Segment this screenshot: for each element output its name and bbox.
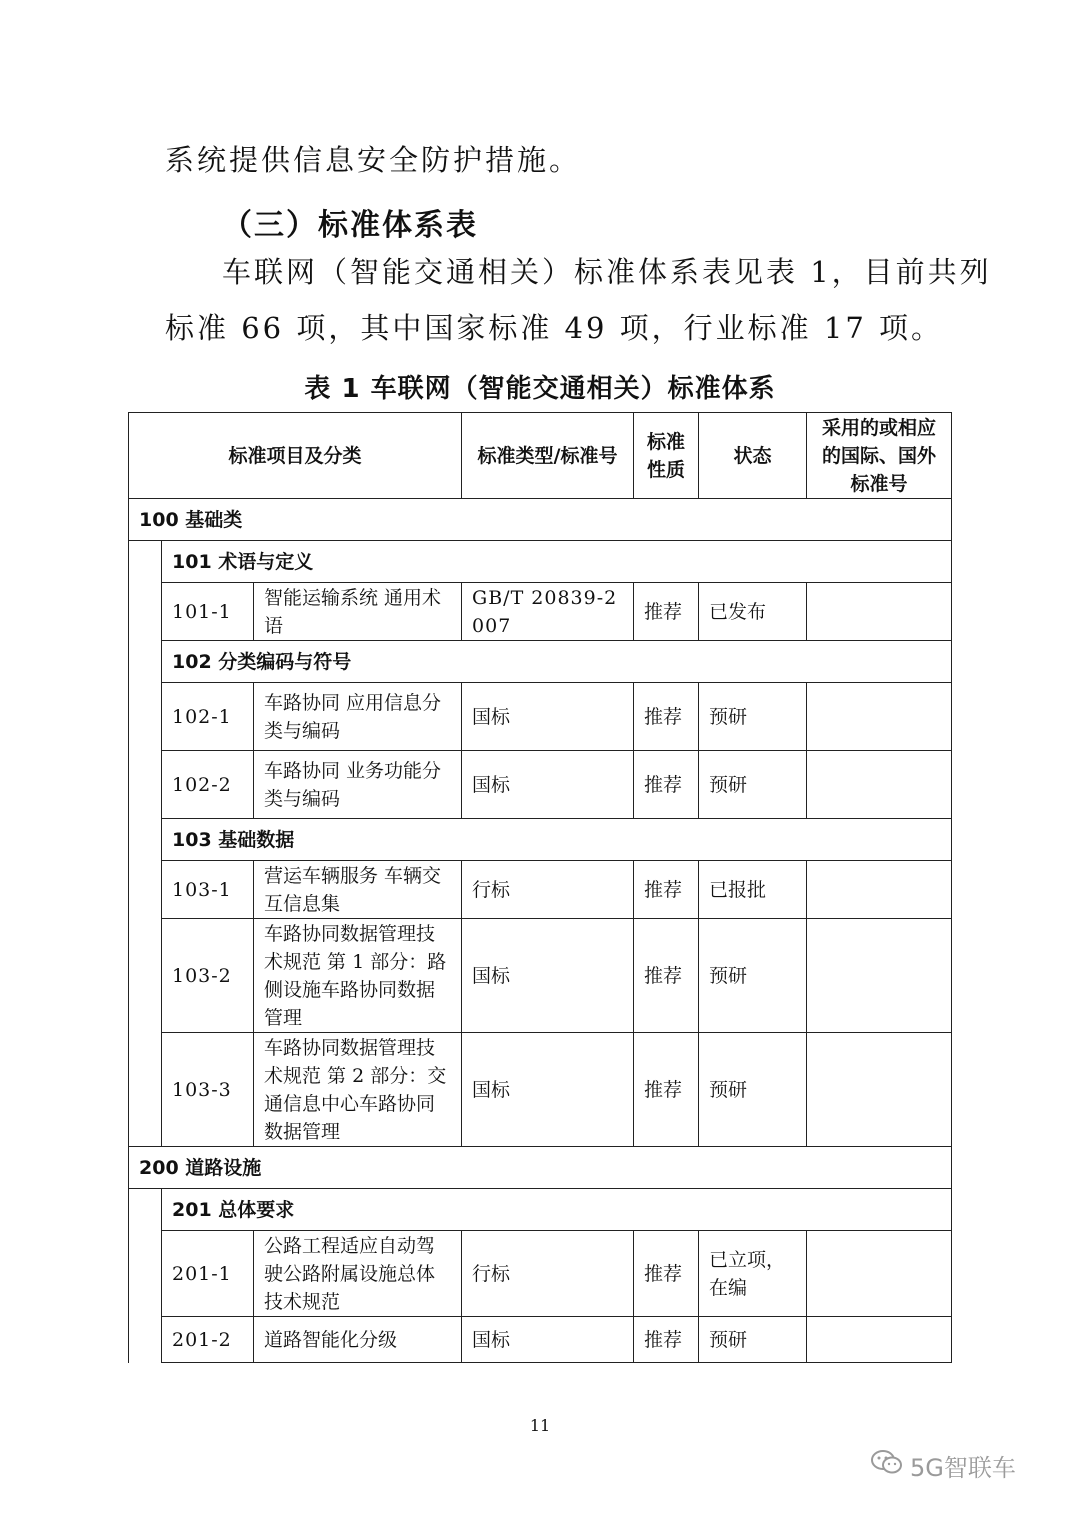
watermark: [870, 1448, 1060, 1482]
header-nature: 标准性质: [634, 413, 699, 499]
section-heading: （三）标准体系表: [222, 208, 478, 243]
row-type: 国标: [462, 919, 634, 1033]
indent-200: [129, 1189, 162, 1363]
subcategory-row: [129, 1189, 952, 1231]
row-status: 预研: [699, 1317, 807, 1363]
row-no: 103-1: [162, 861, 254, 919]
category-row: [129, 1147, 952, 1189]
header-type: 标准类型/标准号: [462, 413, 634, 499]
table-row: [129, 751, 952, 819]
header-item: 标准项目及分类: [129, 413, 462, 499]
row-nature: 推荐: [634, 583, 699, 641]
table-caption: 表 1 车联网（智能交通相关）标准体系: [304, 374, 776, 404]
row-nature: 推荐: [634, 751, 699, 819]
row-status: 已发布: [699, 583, 807, 641]
table-row: [129, 683, 952, 751]
row-nature: 推荐: [634, 1231, 699, 1317]
row-intl: [807, 1231, 952, 1317]
row-no: 101-1: [162, 583, 254, 641]
header-intl: 采用的或相应的国际、国外标准号: [807, 413, 952, 499]
row-status: 预研: [699, 683, 807, 751]
indent-100: [129, 541, 162, 1147]
row-type: 行标: [462, 1231, 634, 1317]
row-name: 车路协同 应用信息分类与编码: [254, 683, 462, 751]
body-line-2: 车联网（智能交通相关）标准体系表见表 1，目前共列: [222, 255, 992, 289]
row-nature: 推荐: [634, 683, 699, 751]
row-status: 预研: [699, 1033, 807, 1147]
watermark-text: 5G智联车: [910, 1453, 1016, 1482]
row-intl: [807, 583, 952, 641]
table-row: [129, 1033, 952, 1147]
body-line-3: 标准 66 项，其中国家标准 49 项，行业标准 17 项。: [165, 311, 944, 345]
category-100: 100 基础类: [129, 499, 952, 541]
row-name: 车路协同数据管理技术规范 第 2 部分：交通信息中心车路协同数据管理: [254, 1033, 462, 1147]
row-no: 103-3: [162, 1033, 254, 1147]
row-nature: 推荐: [634, 1317, 699, 1363]
row-no: 102-1: [162, 683, 254, 751]
table-row: [129, 861, 952, 919]
row-status: 已立项，在编: [699, 1231, 807, 1317]
category-row: [129, 499, 952, 541]
row-no: 201-2: [162, 1317, 254, 1363]
row-name: 公路工程适应自动驾驶公路附属设施总体技术规范: [254, 1231, 462, 1317]
subcategory-row: [129, 641, 952, 683]
row-type: 国标: [462, 751, 634, 819]
table-row: [129, 1231, 952, 1317]
row-type: 行标: [462, 861, 634, 919]
row-no: 201-1: [162, 1231, 254, 1317]
row-name: 智能运输系统 通用术语: [254, 583, 462, 641]
row-nature: 推荐: [634, 861, 699, 919]
row-name: 营运车辆服务 车辆交互信息集: [254, 861, 462, 919]
row-status: 预研: [699, 919, 807, 1033]
row-type: GB/T 20839-2007: [462, 583, 634, 641]
table-row: [129, 919, 952, 1033]
table-header-row: [129, 413, 952, 499]
row-intl: [807, 683, 952, 751]
category-200: 200 道路设施: [129, 1147, 952, 1189]
row-intl: [807, 1317, 952, 1363]
row-name: 车路协同 业务功能分类与编码: [254, 751, 462, 819]
subcategory-row: [129, 541, 952, 583]
row-nature: 推荐: [634, 1033, 699, 1147]
body-line-1: 系统提供信息安全防护措施。: [165, 143, 582, 177]
subcategory-101: 101 术语与定义: [162, 541, 952, 583]
header-status: 状态: [699, 413, 807, 499]
table-row: [129, 1317, 952, 1363]
wechat-icon: [870, 1448, 904, 1482]
page-number: 11: [529, 1416, 551, 1435]
row-no: 103-2: [162, 919, 254, 1033]
table-row: [129, 583, 952, 641]
subcategory-103: 103 基础数据: [162, 819, 952, 861]
subcategory-row: [129, 819, 952, 861]
standards-table: [128, 412, 952, 1363]
row-intl: [807, 861, 952, 919]
row-type: 国标: [462, 683, 634, 751]
row-intl: [807, 919, 952, 1033]
row-intl: [807, 1033, 952, 1147]
row-status: 预研: [699, 751, 807, 819]
row-no: 102-2: [162, 751, 254, 819]
row-type: 国标: [462, 1033, 634, 1147]
subcategory-201: 201 总体要求: [162, 1189, 952, 1231]
row-type: 国标: [462, 1317, 634, 1363]
row-nature: 推荐: [634, 919, 699, 1033]
row-status: 已报批: [699, 861, 807, 919]
subcategory-102: 102 分类编码与符号: [162, 641, 952, 683]
row-name: 道路智能化分级: [254, 1317, 462, 1363]
row-intl: [807, 751, 952, 819]
row-name: 车路协同数据管理技术规范 第 1 部分：路侧设施车路协同数据管理: [254, 919, 462, 1033]
